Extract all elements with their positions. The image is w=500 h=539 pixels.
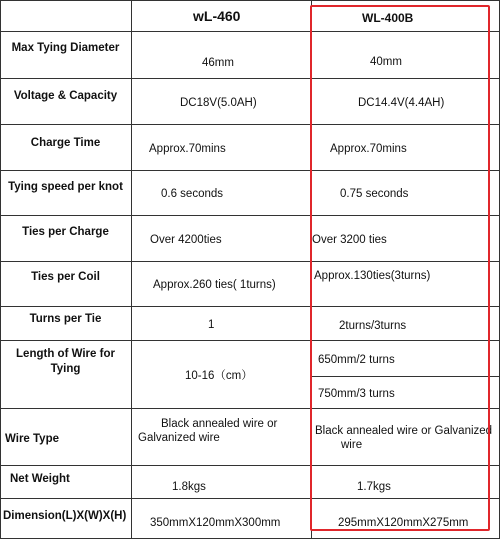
cell-value: 0.75 seconds	[340, 188, 409, 200]
cell-value: Over 4200ties	[150, 234, 222, 246]
cell-value: 46mm	[202, 57, 234, 69]
cell-value-line1: Black annealed wire or Galvanized	[315, 425, 493, 437]
cell-value: 750mm/3 turns	[318, 388, 395, 400]
row-label: Tying speed per knot	[8, 181, 123, 193]
column-header-wl460: wL-460	[193, 8, 241, 24]
cell-value: 650mm/2 turns	[318, 354, 395, 366]
cell-value: Approx.70mins	[330, 143, 407, 155]
cell-value: 10-16（cm）	[185, 370, 253, 382]
row-label: Ties per Coil	[31, 271, 100, 283]
cell-value: Approx.260 ties( 1turns)	[153, 279, 276, 291]
cell-value: 1	[208, 319, 215, 331]
row-label: Net Weight	[10, 473, 70, 485]
cell-value: 295mmX120mmX275mm	[338, 517, 469, 529]
row-label: Wire Type	[5, 433, 60, 445]
grid-line	[0, 0, 500, 1]
row-label-line2: Tying	[50, 363, 81, 375]
highlight-box	[310, 5, 493, 531]
cell-value: 1.7kgs	[357, 481, 391, 493]
cell-value: Approx.130ties(3turns)	[314, 270, 431, 282]
cell-value: 1.8kgs	[172, 481, 206, 493]
cell-value: Approx.70mins	[149, 143, 226, 155]
cell-value: 0.6 seconds	[161, 188, 224, 200]
cell-value: 2turns/3turns	[339, 320, 407, 332]
row-label: Turns per Tie	[29, 313, 102, 325]
cell-value: Over 3200 ties	[312, 234, 387, 246]
cell-value-line1: Black annealed wire or	[161, 418, 278, 430]
row-label: Charge Time	[30, 137, 101, 149]
cell-value: DC18V(5.0AH)	[180, 97, 257, 109]
row-label: Max Tying Diameter	[11, 42, 120, 54]
row-label: Dimension(L)X(W)X(H)	[3, 510, 127, 522]
cell-value-line2: Galvanized wire	[138, 432, 220, 444]
cell-value: 350mmX120mmX300mm	[150, 517, 281, 529]
cell-value: 40mm	[370, 56, 402, 68]
row-label: Voltage & Capacity	[13, 90, 118, 102]
column-header-wl400b: WL-400B	[362, 11, 414, 25]
grid-line	[131, 0, 132, 539]
row-label: Ties per Charge	[22, 226, 109, 238]
row-label-line1: Length of Wire for	[16, 348, 115, 360]
cell-value-line2: wire	[341, 439, 363, 451]
cell-value: DC14.4V(4.4AH)	[358, 97, 445, 109]
